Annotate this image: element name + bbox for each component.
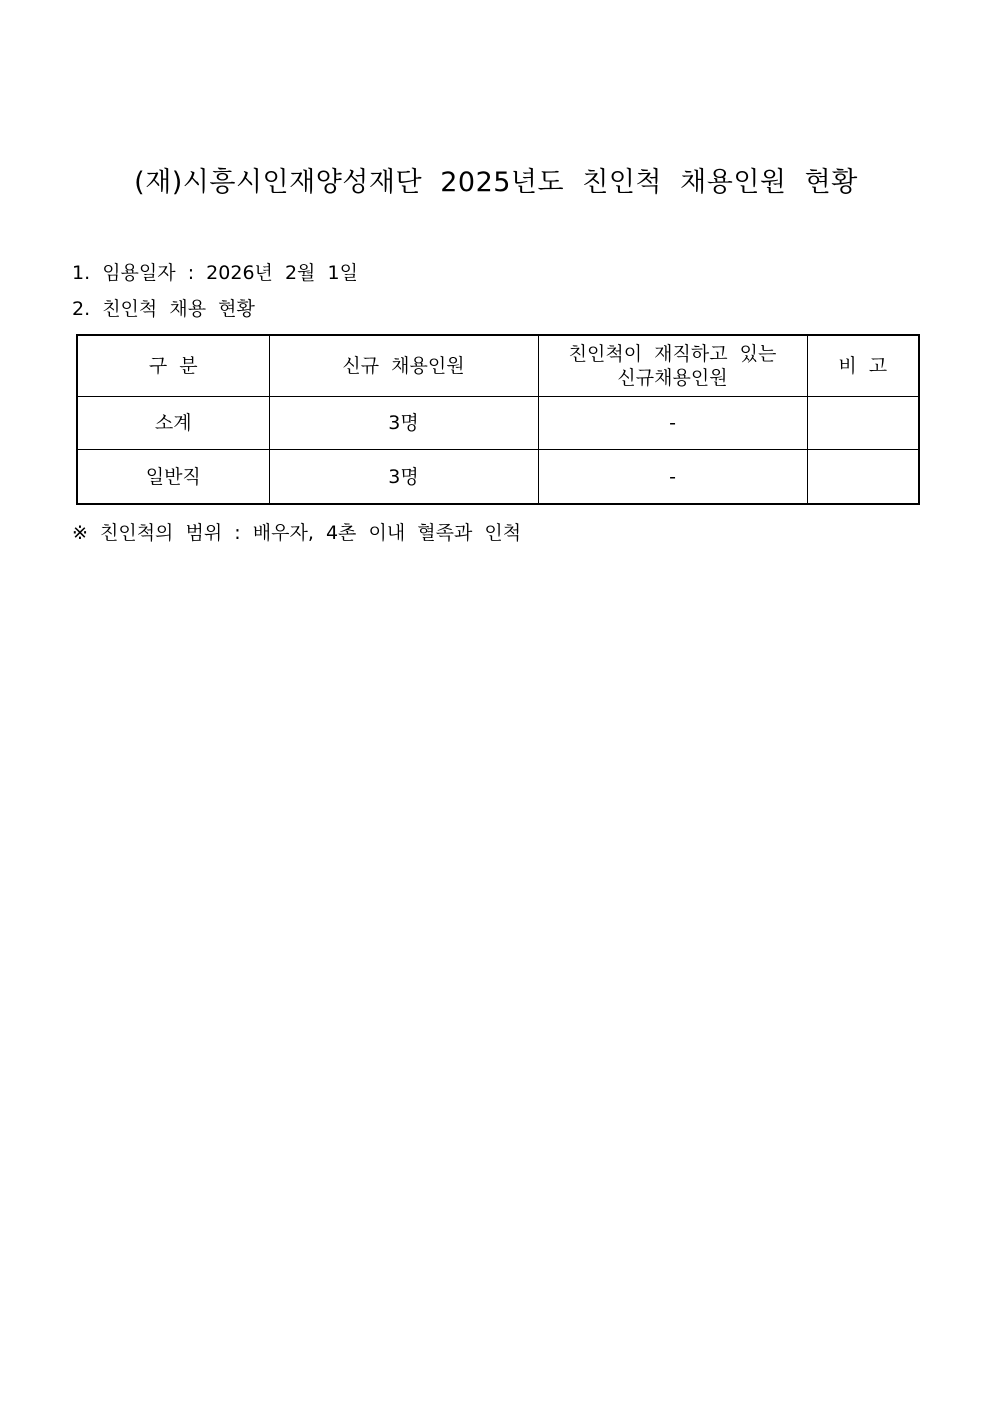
relatives-scope-note: ※ 친인척의 범위 : 배우자, 4촌 이내 혈족과 인척 xyxy=(72,522,522,544)
document-title: (재)시흥시인재양성재단 2025년도 친인척 채용인원 현황 xyxy=(134,167,858,198)
cell-category: 소계 xyxy=(77,397,269,450)
header-relatives-line1: 친인척이 재직하고 있는 xyxy=(568,343,777,365)
table-header-row xyxy=(77,335,919,397)
cell-relatives: - xyxy=(538,450,807,505)
cell-new-hires: 3명 xyxy=(269,397,538,450)
header-category: 구 분 xyxy=(77,335,269,397)
cell-remarks xyxy=(807,397,919,450)
appointment-date-item: 1. 임용일자 : 2026년 2월 1일 xyxy=(72,262,358,284)
header-new-hires: 신규 채용인원 xyxy=(269,335,538,397)
table-row xyxy=(77,397,919,450)
cell-category: 일반직 xyxy=(77,450,269,505)
header-relatives-line2: 신규채용인원 xyxy=(617,367,728,389)
cell-new-hires: 3명 xyxy=(269,450,538,505)
header-relatives-employed xyxy=(538,335,807,397)
relatives-hiring-table xyxy=(76,334,920,505)
header-remarks: 비 고 xyxy=(807,335,919,397)
cell-remarks xyxy=(807,450,919,505)
relatives-hiring-status-item: 2. 친인척 채용 현황 xyxy=(72,298,255,320)
cell-relatives: - xyxy=(538,397,807,450)
table-row xyxy=(77,450,919,505)
